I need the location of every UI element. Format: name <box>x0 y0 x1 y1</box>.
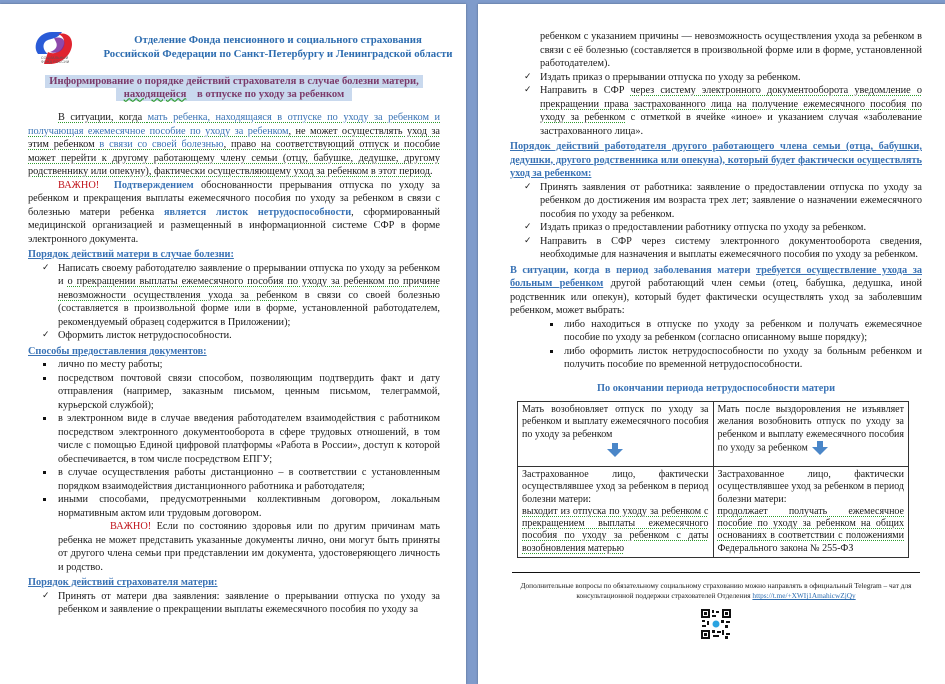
section-title-other-member-employer: Порядок действий работодателя другого работающего члена семьи (отца, бабушки, дедушки, другого родственника или опекуна), который будет фактически осуществлять уход за ребенком: <box>510 141 922 179</box>
logo-caption: СОЦИАЛЬНЫЙ ФОНД РОССИИ <box>41 56 70 64</box>
qr-code-icon <box>701 609 731 639</box>
important-note-2: ВАЖНО! Если по состоянию здоровья или по другим причинам мать ребенка не может представить указанные документы лично, они могут быть приняты от другого члена семьи при представлении им документа, удостоверяющего личность и родство. <box>58 521 440 573</box>
document-page-left <box>0 4 466 684</box>
list-item: ✓ Написать своему работодателю заявление о прерывании отпуска по уходу за ребенком и о прекращении выплаты ежемесячного пособия по уходу за ребенком по причине невозможности осуществления ухода за ребенком в связи со своей болезнью (составляется в произвольной форме или в форме, установленной работодателем, рекомендуемый образец содержится в Приложении); <box>28 262 440 330</box>
list-item: ✓ Направить в СФР через систему электронного документооборота сведения, необходимые для назначения и выплаты ежемесячного пособия по уходу за ребенком. <box>510 235 922 262</box>
table-cell-right-top: Мать после выздоровления не изъявляет желания возобновить отпуск по уходу за ребенком и выплату ежемесячного пособия по уходу за ребенком <box>713 402 909 467</box>
list-item: ✓ Издать приказ о предоставлении работнику отпуска по уходу за ребенком. <box>510 221 922 235</box>
telegram-link[interactable]: https://t.me/+XWIj1AmahicwZjQy <box>752 591 856 601</box>
sfr-logo-icon <box>28 24 88 72</box>
arrow-down-icon <box>812 441 828 455</box>
document-title: Информирование о порядке действий страхователя в случае болезни матери, находящейся в отпуске по уходу за ребенком <box>28 76 440 101</box>
other-member-employer-list <box>510 181 922 262</box>
list-item: либо находиться в отпуске по уходу за ребенком и получать ежемесячное пособие по уходу за ребенком (согласно описанному выше порядку); <box>510 318 922 345</box>
section-title-submission-methods: Способы предоставления документов: <box>28 345 207 357</box>
arrow-down-icon <box>607 443 623 457</box>
submission-methods-list <box>28 358 440 520</box>
footer-divider <box>512 572 920 573</box>
list-item: ✓ Принять заявления от работника: заявление о предоставлении отпуска по уходу за ребенком до достижения им возраста трех лет; заявление о назначении ежемесячного пособия по уходу за ребенком. <box>510 181 922 222</box>
sick-child-paragraph: В ситуации, когда в период заболевания матери требуется осуществление ухода за больным ребенком другой работающий член семьи (отец, бабушка, дедушка, иной родственник или опекун), который будет фактически осуществлять уход за заболевшим ребенком, может выбрать: <box>510 264 923 316</box>
section-title-employer-actions: Порядок действий страхователя матери: <box>28 577 218 588</box>
list-item: в случае осуществления работы дистанционно – в соответствии с установленным порядком взаимодействия дистанционного работника и работодателя; <box>28 466 440 493</box>
after-period-table <box>517 401 909 558</box>
list-item: ✓ Оформить листок нетрудоспособности. <box>28 329 440 343</box>
footer-note: Дополнительные вопросы по обязательному социальному страхованию можно направлять в официальный Telegram – чат для консультационной поддержки страхователей Отделения https://t.me/+XWIj1AmahicwZjQy <box>520 581 912 601</box>
table-row <box>518 402 909 467</box>
employer-actions-list-continued <box>510 30 922 138</box>
important-note-1: ВАЖНО! Подтверждением обоснованности прерывания отпуска по уходу за ребенком и прекращения выплаты ежемесячного пособия по уходу за ребенком в связи с болезнью матери ребенка является листок нетрудоспособности, сформированный медицинской организацией и размещенный в информационной системе СФР в форме электронного документа. <box>28 179 441 245</box>
employer-actions-list <box>28 590 440 617</box>
list-item: ✓ Направить в СФР через систему электронного документооборота уведомление о прекращении права застрахованного лица на получение ежемесячного пособия по уходу за ребенком с отметкой в ячейке «иное» и указанием случая «заболевание застрахованного лица». <box>510 84 922 138</box>
list-item: ✓ Издать приказ о прерывании отпуска по уходу за ребенком. <box>510 71 922 85</box>
table-cell-right-bottom: Застрахованное лицо, фактически осуществлявшее уход за ребенком в период болезни матери: продолжает получать ежемесячное пособие по уходу за ребенком на общих основаниях в соответствии с положениями Федерального закона № 255-ФЗ <box>713 467 909 558</box>
mother-actions-list <box>28 262 440 343</box>
organization-name: Отделение Фонда пенсионного и социального страхования Российской Федерации по Санкт-Петербургу и Ленинградской области <box>103 34 453 60</box>
intro-paragraph: В ситуации, когда мать ребенка, находящаяся в отпуске по уходу за ребенком и получающая ежемесячное пособие по уходу за ребенком, не может осуществлять уход за этим ребенком в связи со своей болезнью, право на соответствующий отпуск и пособие может перейти к другому работающему члену семьи (отцу, бабушке, дедушке, другому родственнику или опекуну), фактически осуществляющему уход за ребенком в этот период. <box>28 112 441 177</box>
list-item-continued: ребенком с указанием причины — невозможность осуществления ухода за ребенком в связи с её болезнью (составляется в произвольной форме или в форме, установленной работодателем). <box>540 31 922 69</box>
document-header <box>28 14 453 72</box>
table-cell-left-top: Мать возобновляет отпуск по уходу за ребенком и выплату ежемесячного пособия по уходу за ребенком <box>518 402 714 467</box>
document-page-right <box>478 4 945 684</box>
table-cell-left-bottom: Застрахованное лицо, фактически осуществлявшее уход за ребенком в период болезни матери: выходит из отпуска по уходу за ребенком с прекращением выплаты ежемесячного пособия по уходу за ребенком с даты возобновления матерью <box>518 467 714 558</box>
list-item: ✓ Принять от матери два заявления: заявление о прерывании отпуска по уходу за ребенком и заявление о прекращении выплаты ежемесячного пособия по уходу за <box>28 590 440 617</box>
sick-child-options-list <box>510 318 922 372</box>
list-item: лично по месту работы; <box>28 358 440 372</box>
list-item: иными способами, предусмотренными коллективным договором, локальным нормативным актом или трудовым договором. <box>28 493 440 520</box>
list-item: в электронном виде в случае введения работодателем взаимодействия с работником посредством электронного документооборота в сфере трудовых отношений, в том числе с помощью Единой цифровой платформы «Работа в России», доступ к которой обеспечивается, в том числе посредством ЕПГУ; <box>28 412 440 466</box>
list-item: посредством почтовой связи способом, позволяющим подтвердить факт и дату отправления (например, заказным письмом, ценным письмом, телеграммой, курьерской службой); <box>28 372 440 413</box>
list-item: либо оформить листок нетрудоспособности по уходу за больным ребенком и получить пособие по временной нетрудоспособности. <box>510 345 922 372</box>
table-row <box>518 467 909 558</box>
section-title-mother-actions: Порядок действий матери в случае болезни: <box>28 249 234 260</box>
after-period-title: По окончании периода нетрудоспособности матери <box>596 382 835 394</box>
